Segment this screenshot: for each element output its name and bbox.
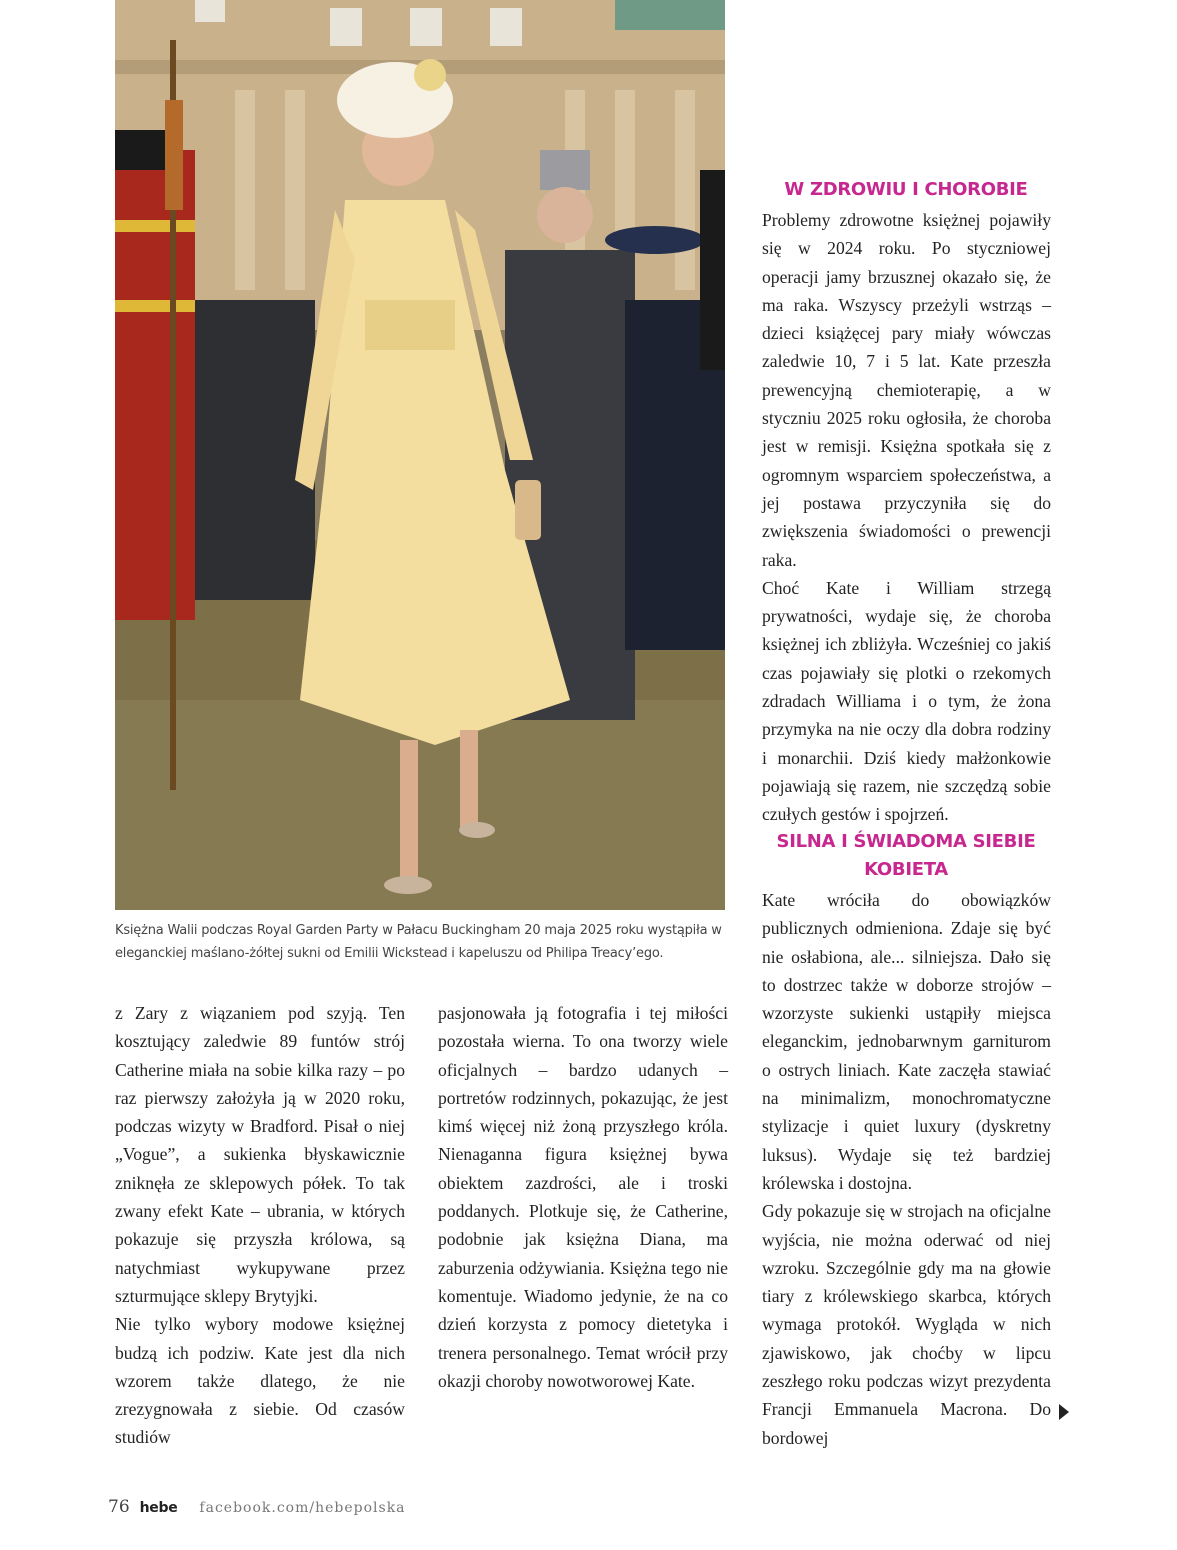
paragraph: pasjonowała ją fotografia i tej miłości pozostała wierna. To ona tworzy wiele oficjalnych – bardzo udanych – portretów rodzinnych, pokazując, że jest kimś więcej niż żoną przyszłego króla. Nienaganna figura księżnej bywa obiektem zazdrości, ale i troski poddanych. Plotkuje się, że Catherine, podobnie jak księżna Diana, ma zaburzenia odżywiania. Księżna tego nie komentuje. Wiadomo jedynie, że na co dzień korzysta z pomocy dietetyka i trenera personalnego. Temat wrócił przy okazji choroby nowotworowej Kate. bbox=[438, 1003, 728, 1391]
palace-window bbox=[490, 8, 522, 46]
paragraph: Gdy pokazuje się w strojach na oficjalne wyjścia, nie można oderwać od niej wzroku. Szczególnie gdy ma na głowie tiary z królewskiego skarbca, których wymaga protokół. Wygląda w nich zjawiskowo, jak choćby w lipcu zeszłego roku podczas wizyt prezydenta Francji Emmanuela Macrona. Do bordowej bbox=[762, 1201, 1051, 1448]
grey-top-hat bbox=[540, 150, 590, 190]
article-column-3-bottom bbox=[762, 886, 1051, 1452]
guard-trim bbox=[115, 220, 195, 232]
hat-flower bbox=[414, 59, 446, 91]
article-column-1 bbox=[115, 999, 405, 1452]
palace-column bbox=[285, 90, 305, 290]
heading-line: SILNA I ŚWIADOMA SIEBIE bbox=[776, 831, 1036, 852]
photo-illustration bbox=[115, 0, 725, 910]
magazine-brand: hebe bbox=[139, 1500, 178, 1516]
continue-arrow-icon bbox=[1059, 1404, 1069, 1420]
palace-column bbox=[675, 90, 695, 290]
navy-hat bbox=[605, 226, 705, 254]
leg bbox=[400, 740, 418, 880]
guest-background bbox=[195, 300, 315, 600]
article-column-2 bbox=[438, 999, 728, 1395]
paragraph: Problemy zdrowotne księżnej pojawiły się w 2024 roku. Po styczniowej operacji jamy brzusznej okazało się, że ma raka. Wszyscy przeżyli wstrząs – dzieci książęcej pary miały wówczas zaledwie 10, 7 i 5 lat. Kate przeszła prewencyjną chemioterapię, a w styczniu 2025 roku ogłosiła, że choroba jest w remisji. Księżna spotkała się z ogromnym wsparciem społeczeństwa, a jej postawa przyczyniła się do zwiększenia świadomości o prewencji raka. bbox=[762, 210, 1051, 570]
photo-caption: Księżna Walii podczas Royal Garden Party w Pałacu Buckingham 20 maja 2025 roku wystąpiła w eleganckiej maślano-żółtej sukni od Emilii Wickstead i kapeluszu od Philipa Treacy’ego. bbox=[115, 923, 722, 961]
paragraph: z Zary z wiązaniem pod szyją. Ten kosztujący zaledwie 89 funtów strój Catherine miała na sobie kilka razy – po raz pierwszy założyła ją w 2020 roku, podczas wizyty w Bradford. Pisał o niej „Vogue”, a sukienka błyskawicznie zniknęła ze sklepowych półek. To tak zwany efekt Kate – ubrania, w których pokazuje się przyszła królowa, są natychmiast wykupywane przez szturmujące sklepy Brytyjki. bbox=[115, 1003, 405, 1306]
guard-hat bbox=[115, 130, 165, 170]
section-heading-strong-woman bbox=[740, 828, 1072, 884]
paragraph: Choć Kate i William strzegą prywatności, wydaje się, że choroba księżnej ich zbliżyła. Wcześniej co jakiś czas pojawiały się plotki o rzekomych zdradach Williama i o tym, że żona przymyka na nie oczy dla dobra rodziny i monarchii. Dziś kiedy małżonkowie pojawiają się razem, nie szczędzą sobie czułych gestów i spojrzeń. bbox=[762, 577, 1051, 825]
paragraph: Kate wróciła do obowiązków publicznych odmieniona. Zdaje się być nie osłabiona, ale... silniejsza. Dało się to dostrzec także w doborze strojów – wzorzyste sukienki ustąpiły miejsca eleganckim, jednobarwnym garniturom o ostrych liniach. Kate zaczęła stawiać na minimalizm, monochromatyczne stylizacje i quiet luxury (dyskretny luksus). Wydaje się też bardziej królewska i dostojna. bbox=[762, 890, 1051, 1193]
shoe bbox=[459, 822, 495, 838]
palace-dome bbox=[615, 0, 725, 30]
guest-edge bbox=[700, 170, 725, 370]
page-number: 76 bbox=[108, 1497, 130, 1517]
guard-trim bbox=[115, 300, 195, 312]
palace-window bbox=[410, 8, 442, 46]
heading-line: KOBIETA bbox=[864, 859, 948, 880]
dress-wrap bbox=[365, 300, 455, 350]
shoe bbox=[384, 876, 432, 894]
guest-face bbox=[537, 187, 593, 243]
palace-window bbox=[195, 0, 225, 22]
palace-window bbox=[330, 8, 362, 46]
facebook-link[interactable]: facebook.com/hebepolska bbox=[199, 1500, 406, 1516]
page-footer bbox=[108, 1497, 406, 1517]
palace-column bbox=[235, 90, 255, 290]
paragraph: Nie tylko wybory modowe księżnej budzą ich podziw. Kate jest dla nich wzorem także dlatego, że nie zrezygnowała z siebie. Od czasów studiów bbox=[115, 1314, 405, 1448]
leg bbox=[460, 730, 478, 830]
section-heading-health: W ZDROWIU I CHOROBIE bbox=[784, 179, 1028, 200]
clutch-bag bbox=[515, 480, 541, 540]
photo-kate-garden-party bbox=[115, 0, 725, 910]
article-column-3-top bbox=[762, 206, 1051, 829]
pike-tassel bbox=[165, 100, 183, 210]
